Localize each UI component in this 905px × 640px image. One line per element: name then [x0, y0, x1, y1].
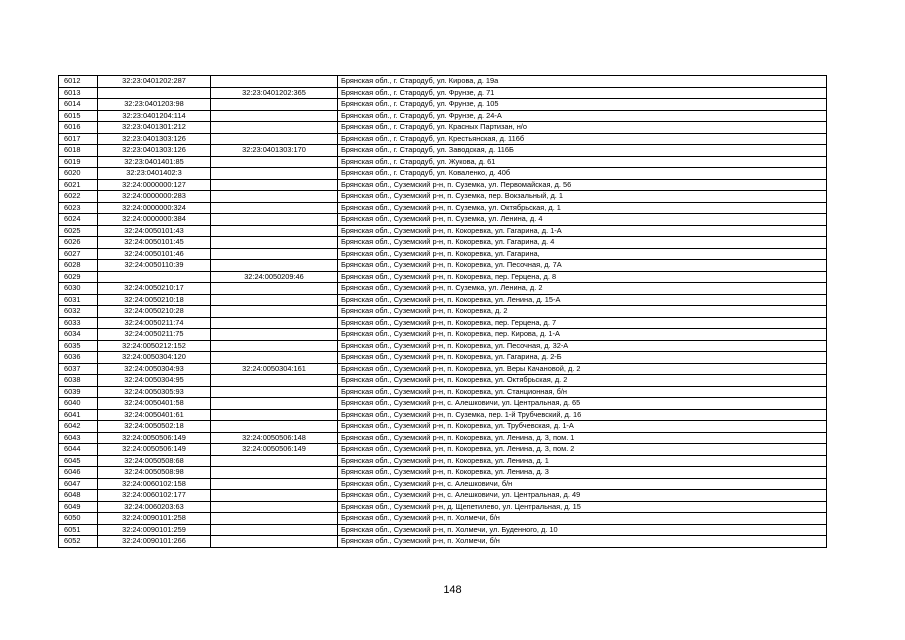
address-cell: Брянская обл., Суземский р-н, д. Щепетилево, ул. Центральная, д. 15	[338, 501, 827, 513]
property-registry-table	[58, 75, 827, 548]
secondary-cadastral-number-cell	[211, 76, 338, 88]
table-row	[59, 156, 827, 168]
table-row	[59, 202, 827, 214]
row-number-cell: 6017	[59, 133, 98, 145]
row-number-cell: 6027	[59, 248, 98, 260]
cadastral-number-cell: 32:24:0090101:258	[98, 513, 211, 525]
cadastral-number-cell: 32:24:0050101:45	[98, 237, 211, 249]
row-number-cell: 6013	[59, 87, 98, 99]
table-row	[59, 133, 827, 145]
row-number-cell: 6022	[59, 191, 98, 203]
table-row	[59, 501, 827, 513]
table-row	[59, 168, 827, 180]
cadastral-number-cell: 32:23:0401303:126	[98, 133, 211, 145]
cadastral-number-cell: 32:24:0050305:93	[98, 386, 211, 398]
row-number-cell: 6025	[59, 225, 98, 237]
cadastral-number-cell: 32:24:0050508:68	[98, 455, 211, 467]
cadastral-number-cell: 32:23:0401203:98	[98, 99, 211, 111]
address-cell: Брянская обл., Суземский р-н, п. Кокоревка, пер. Герцена, д. 8	[338, 271, 827, 283]
row-number-cell: 6028	[59, 260, 98, 272]
address-cell: Брянская обл., Суземский р-н, п. Кокоревка, ул. Ленина, д. 15-А	[338, 294, 827, 306]
row-number-cell: 6019	[59, 156, 98, 168]
cadastral-number-cell: 32:24:0050401:61	[98, 409, 211, 421]
cadastral-number-cell: 32:24:0050211:75	[98, 329, 211, 341]
row-number-cell: 6038	[59, 375, 98, 387]
row-number-cell: 6030	[59, 283, 98, 295]
address-cell: Брянская обл., Суземский р-н, п. Кокоревка, ул. Станционная, б/н	[338, 386, 827, 398]
row-number-cell: 6026	[59, 237, 98, 249]
cadastral-number-cell: 32:24:0000000:324	[98, 202, 211, 214]
cadastral-number-cell: 32:23:0401303:126	[98, 145, 211, 157]
address-cell: Брянская обл., Суземский р-н, п. Кокоревка, ул. Песочная, д. 7А	[338, 260, 827, 272]
cadastral-number-cell: 32:24:0050210:17	[98, 283, 211, 295]
row-number-cell: 6049	[59, 501, 98, 513]
secondary-cadastral-number-cell	[211, 386, 338, 398]
row-number-cell: 6036	[59, 352, 98, 364]
table-row	[59, 110, 827, 122]
secondary-cadastral-number-cell	[211, 340, 338, 352]
address-cell: Брянская обл., Суземский р-н, п. Кокоревка, ул. Гагарина, д. 2-Б	[338, 352, 827, 364]
row-number-cell: 6016	[59, 122, 98, 134]
secondary-cadastral-number-cell	[211, 122, 338, 134]
cadastral-number-cell: 32:24:0050101:46	[98, 248, 211, 260]
address-cell: Брянская обл., г. Стародуб, ул. Кирова, д. 19а	[338, 76, 827, 88]
cadastral-number-cell: 32:24:0000000:283	[98, 191, 211, 203]
secondary-cadastral-number-cell	[211, 478, 338, 490]
secondary-cadastral-number-cell	[211, 237, 338, 249]
secondary-cadastral-number-cell	[211, 352, 338, 364]
table-row	[59, 375, 827, 387]
address-cell: Брянская обл., Суземский р-н, п. Суземка, ул. Первомайская, д. 56	[338, 179, 827, 191]
address-cell: Брянская обл., г. Стародуб, ул. Фрунзе, д. 24-А	[338, 110, 827, 122]
address-cell: Брянская обл., Суземский р-н, п. Кокоревка, пер. Кирова, д. 1-А	[338, 329, 827, 341]
row-number-cell: 6015	[59, 110, 98, 122]
table-row	[59, 191, 827, 203]
secondary-cadastral-number-cell	[211, 501, 338, 513]
address-cell: Брянская обл., Суземский р-н, п. Кокоревка, ул. Ленина, д. 3	[338, 467, 827, 479]
cadastral-number-cell: 32:24:0050502:18	[98, 421, 211, 433]
row-number-cell: 6023	[59, 202, 98, 214]
address-cell: Брянская обл., Суземский р-н, п. Кокоревка, ул. Гагарина, д. 1-А	[338, 225, 827, 237]
table-row	[59, 248, 827, 260]
row-number-cell: 6042	[59, 421, 98, 433]
row-number-cell: 6032	[59, 306, 98, 318]
secondary-cadastral-number-cell	[211, 110, 338, 122]
secondary-cadastral-number-cell	[211, 375, 338, 387]
cadastral-number-cell: 32:24:0050506:149	[98, 432, 211, 444]
table-row	[59, 524, 827, 536]
address-cell: Брянская обл., Суземский р-н, с. Алешковичи, б/н	[338, 478, 827, 490]
secondary-cadastral-number-cell: 32:24:0050506:149	[211, 444, 338, 456]
cadastral-number-cell	[98, 271, 211, 283]
row-number-cell: 6012	[59, 76, 98, 88]
table-row	[59, 99, 827, 111]
secondary-cadastral-number-cell	[211, 248, 338, 260]
secondary-cadastral-number-cell	[211, 409, 338, 421]
table-row	[59, 467, 827, 479]
row-number-cell: 6041	[59, 409, 98, 421]
secondary-cadastral-number-cell	[211, 168, 338, 180]
cadastral-number-cell: 32:24:0050401:58	[98, 398, 211, 410]
cadastral-number-cell: 32:23:0401301:212	[98, 122, 211, 134]
cadastral-number-cell: 32:24:0090101:266	[98, 536, 211, 548]
table-row	[59, 421, 827, 433]
row-number-cell: 6014	[59, 99, 98, 111]
table-row	[59, 490, 827, 502]
secondary-cadastral-number-cell	[211, 467, 338, 479]
secondary-cadastral-number-cell	[211, 421, 338, 433]
table-row	[59, 352, 827, 364]
address-cell: Брянская обл., г. Стародуб, ул. Красных Партизан, н/о	[338, 122, 827, 134]
address-cell: Брянская обл., Суземский р-н, п. Кокоревка, пер. Герцена, д. 7	[338, 317, 827, 329]
secondary-cadastral-number-cell	[211, 490, 338, 502]
cadastral-number-cell: 32:24:0050210:28	[98, 306, 211, 318]
table-row	[59, 455, 827, 467]
cadastral-number-cell: 32:23:0401401:85	[98, 156, 211, 168]
table-row	[59, 513, 827, 525]
cadastral-number-cell: 32:24:0050212:152	[98, 340, 211, 352]
address-cell: Брянская обл., Суземский р-н, п. Суземка, ул. Октябрьская, д. 1	[338, 202, 827, 214]
row-number-cell: 6044	[59, 444, 98, 456]
table-row	[59, 329, 827, 341]
cadastral-number-cell: 32:24:0050101:43	[98, 225, 211, 237]
cadastral-number-cell: 32:24:0050110:39	[98, 260, 211, 272]
cadastral-number-cell: 32:24:0090101:259	[98, 524, 211, 536]
cadastral-number-cell: 32:24:0050210:18	[98, 294, 211, 306]
row-number-cell: 6052	[59, 536, 98, 548]
address-cell: Брянская обл., Суземский р-н, п. Кокоревка, ул. Ленина, д. 3, пом. 2	[338, 444, 827, 456]
address-cell: Брянская обл., Суземский р-н, п. Суземка, ул. Ленина, д. 2	[338, 283, 827, 295]
row-number-cell: 6047	[59, 478, 98, 490]
table-row	[59, 340, 827, 352]
row-number-cell: 6021	[59, 179, 98, 191]
table-row	[59, 536, 827, 548]
row-number-cell: 6031	[59, 294, 98, 306]
cadastral-number-cell: 32:24:0060102:158	[98, 478, 211, 490]
row-number-cell: 6029	[59, 271, 98, 283]
address-cell: Брянская обл., Суземский р-н, с. Алешковичи, ул. Центральная, д. 65	[338, 398, 827, 410]
table-row	[59, 478, 827, 490]
address-cell: Брянская обл., г. Стародуб, ул. Фрунзе, д. 71	[338, 87, 827, 99]
row-number-cell: 6035	[59, 340, 98, 352]
row-number-cell: 6050	[59, 513, 98, 525]
cadastral-number-cell: 32:24:0060203:63	[98, 501, 211, 513]
secondary-cadastral-number-cell	[211, 99, 338, 111]
address-cell: Брянская обл., Суземский р-н, п. Кокоревка, ул. Песочная, д. 32-А	[338, 340, 827, 352]
secondary-cadastral-number-cell	[211, 513, 338, 525]
secondary-cadastral-number-cell	[211, 536, 338, 548]
row-number-cell: 6040	[59, 398, 98, 410]
cadastral-number-cell: 32:23:0401204:114	[98, 110, 211, 122]
table-row	[59, 306, 827, 318]
secondary-cadastral-number-cell: 32:23:0401303:170	[211, 145, 338, 157]
row-number-cell: 6024	[59, 214, 98, 226]
address-cell: Брянская обл., Суземский р-н, п. Холмечи, ул. Буденного, д. 10	[338, 524, 827, 536]
address-cell: Брянская обл., Суземский р-н, п. Кокоревка, ул. Трубчевская, д. 1-А	[338, 421, 827, 433]
cadastral-number-cell: 32:23:0401402:3	[98, 168, 211, 180]
address-cell: Брянская обл., Суземский р-н, п. Кокоревка, ул. Октябрьская, д. 2	[338, 375, 827, 387]
secondary-cadastral-number-cell: 32:23:0401202:365	[211, 87, 338, 99]
cadastral-number-cell: 32:24:0050508:98	[98, 467, 211, 479]
cadastral-number-cell: 32:24:0060102:177	[98, 490, 211, 502]
secondary-cadastral-number-cell: 32:24:0050506:148	[211, 432, 338, 444]
row-number-cell: 6039	[59, 386, 98, 398]
secondary-cadastral-number-cell	[211, 214, 338, 226]
cadastral-number-cell: 32:24:0050304:93	[98, 363, 211, 375]
secondary-cadastral-number-cell	[211, 524, 338, 536]
row-number-cell: 6051	[59, 524, 98, 536]
secondary-cadastral-number-cell	[211, 329, 338, 341]
address-cell: Брянская обл., Суземский р-н, п. Суземка, пер. 1-й Трубчевский, д. 16	[338, 409, 827, 421]
cadastral-number-cell: 32:24:0000000:127	[98, 179, 211, 191]
address-cell: Брянская обл., г. Стародуб, ул. Фрунзе, д. 105	[338, 99, 827, 111]
row-number-cell: 6043	[59, 432, 98, 444]
table-row	[59, 444, 827, 456]
registry-table-body	[59, 76, 827, 548]
secondary-cadastral-number-cell	[211, 156, 338, 168]
table-row	[59, 237, 827, 249]
address-cell: Брянская обл., Суземский р-н, п. Кокоревка, ул. Веры Качановой, д. 2	[338, 363, 827, 375]
row-number-cell: 6046	[59, 467, 98, 479]
secondary-cadastral-number-cell	[211, 306, 338, 318]
secondary-cadastral-number-cell	[211, 191, 338, 203]
table-row	[59, 409, 827, 421]
secondary-cadastral-number-cell	[211, 317, 338, 329]
table-row	[59, 386, 827, 398]
row-number-cell: 6034	[59, 329, 98, 341]
address-cell: Брянская обл., Суземский р-н, п. Суземка, ул. Ленина, д. 4	[338, 214, 827, 226]
address-cell: Брянская обл., г. Стародуб, ул. Крестьянская, д. 116б	[338, 133, 827, 145]
secondary-cadastral-number-cell	[211, 398, 338, 410]
row-number-cell: 6018	[59, 145, 98, 157]
row-number-cell: 6048	[59, 490, 98, 502]
table-row	[59, 363, 827, 375]
cadastral-number-cell: 32:23:0401202:287	[98, 76, 211, 88]
table-row	[59, 317, 827, 329]
address-cell: Брянская обл., Суземский р-н, п. Холмечи, б/н	[338, 513, 827, 525]
address-cell: Брянская обл., Суземский р-н, п. Кокоревка, ул. Гагарина,	[338, 248, 827, 260]
table-row	[59, 214, 827, 226]
address-cell: Брянская обл., Суземский р-н, п. Кокоревка, ул. Ленина, д. 1	[338, 455, 827, 467]
address-cell: Брянская обл., г. Стародуб, ул. Жукова, д. 61	[338, 156, 827, 168]
table-row	[59, 283, 827, 295]
table-row	[59, 87, 827, 99]
cadastral-number-cell	[98, 87, 211, 99]
table-row	[59, 145, 827, 157]
secondary-cadastral-number-cell: 32:24:0050304:161	[211, 363, 338, 375]
cadastral-number-cell: 32:24:0050506:149	[98, 444, 211, 456]
row-number-cell: 6020	[59, 168, 98, 180]
cadastral-number-cell: 32:24:0050304:95	[98, 375, 211, 387]
secondary-cadastral-number-cell	[211, 260, 338, 272]
table-row	[59, 122, 827, 134]
address-cell: Брянская обл., Суземский р-н, с. Алешковичи, ул. Центральная, д. 49	[338, 490, 827, 502]
address-cell: Брянская обл., Суземский р-н, п. Суземка, пер. Вокзальный, д. 1	[338, 191, 827, 203]
table-row	[59, 432, 827, 444]
address-cell: Брянская обл., Суземский р-н, п. Кокоревка, д. 2	[338, 306, 827, 318]
table-row	[59, 225, 827, 237]
address-cell: Брянская обл., г. Стародуб, ул. Коваленко, д. 40б	[338, 168, 827, 180]
table-row	[59, 179, 827, 191]
cadastral-number-cell: 32:24:0050304:120	[98, 352, 211, 364]
row-number-cell: 6045	[59, 455, 98, 467]
secondary-cadastral-number-cell	[211, 202, 338, 214]
address-cell: Брянская обл., г. Стародуб, ул. Заводская, д. 116Б	[338, 145, 827, 157]
secondary-cadastral-number-cell	[211, 133, 338, 145]
address-cell: Брянская обл., Суземский р-н, п. Кокоревка, ул. Гагарина, д. 4	[338, 237, 827, 249]
table-row	[59, 398, 827, 410]
page-number: 148	[443, 584, 462, 596]
cadastral-number-cell: 32:24:0050211:74	[98, 317, 211, 329]
address-cell: Брянская обл., Суземский р-н, п. Кокоревка, ул. Ленина, д. 3, пом. 1	[338, 432, 827, 444]
table-row	[59, 260, 827, 272]
table-row	[59, 76, 827, 88]
secondary-cadastral-number-cell: 32:24:0050209:46	[211, 271, 338, 283]
secondary-cadastral-number-cell	[211, 179, 338, 191]
address-cell: Брянская обл., Суземский р-н, п. Холмечи, б/н	[338, 536, 827, 548]
table-row	[59, 271, 827, 283]
secondary-cadastral-number-cell	[211, 294, 338, 306]
secondary-cadastral-number-cell	[211, 283, 338, 295]
table-row	[59, 294, 827, 306]
row-number-cell: 6033	[59, 317, 98, 329]
row-number-cell: 6037	[59, 363, 98, 375]
secondary-cadastral-number-cell	[211, 225, 338, 237]
cadastral-number-cell: 32:24:0000000:384	[98, 214, 211, 226]
secondary-cadastral-number-cell	[211, 455, 338, 467]
